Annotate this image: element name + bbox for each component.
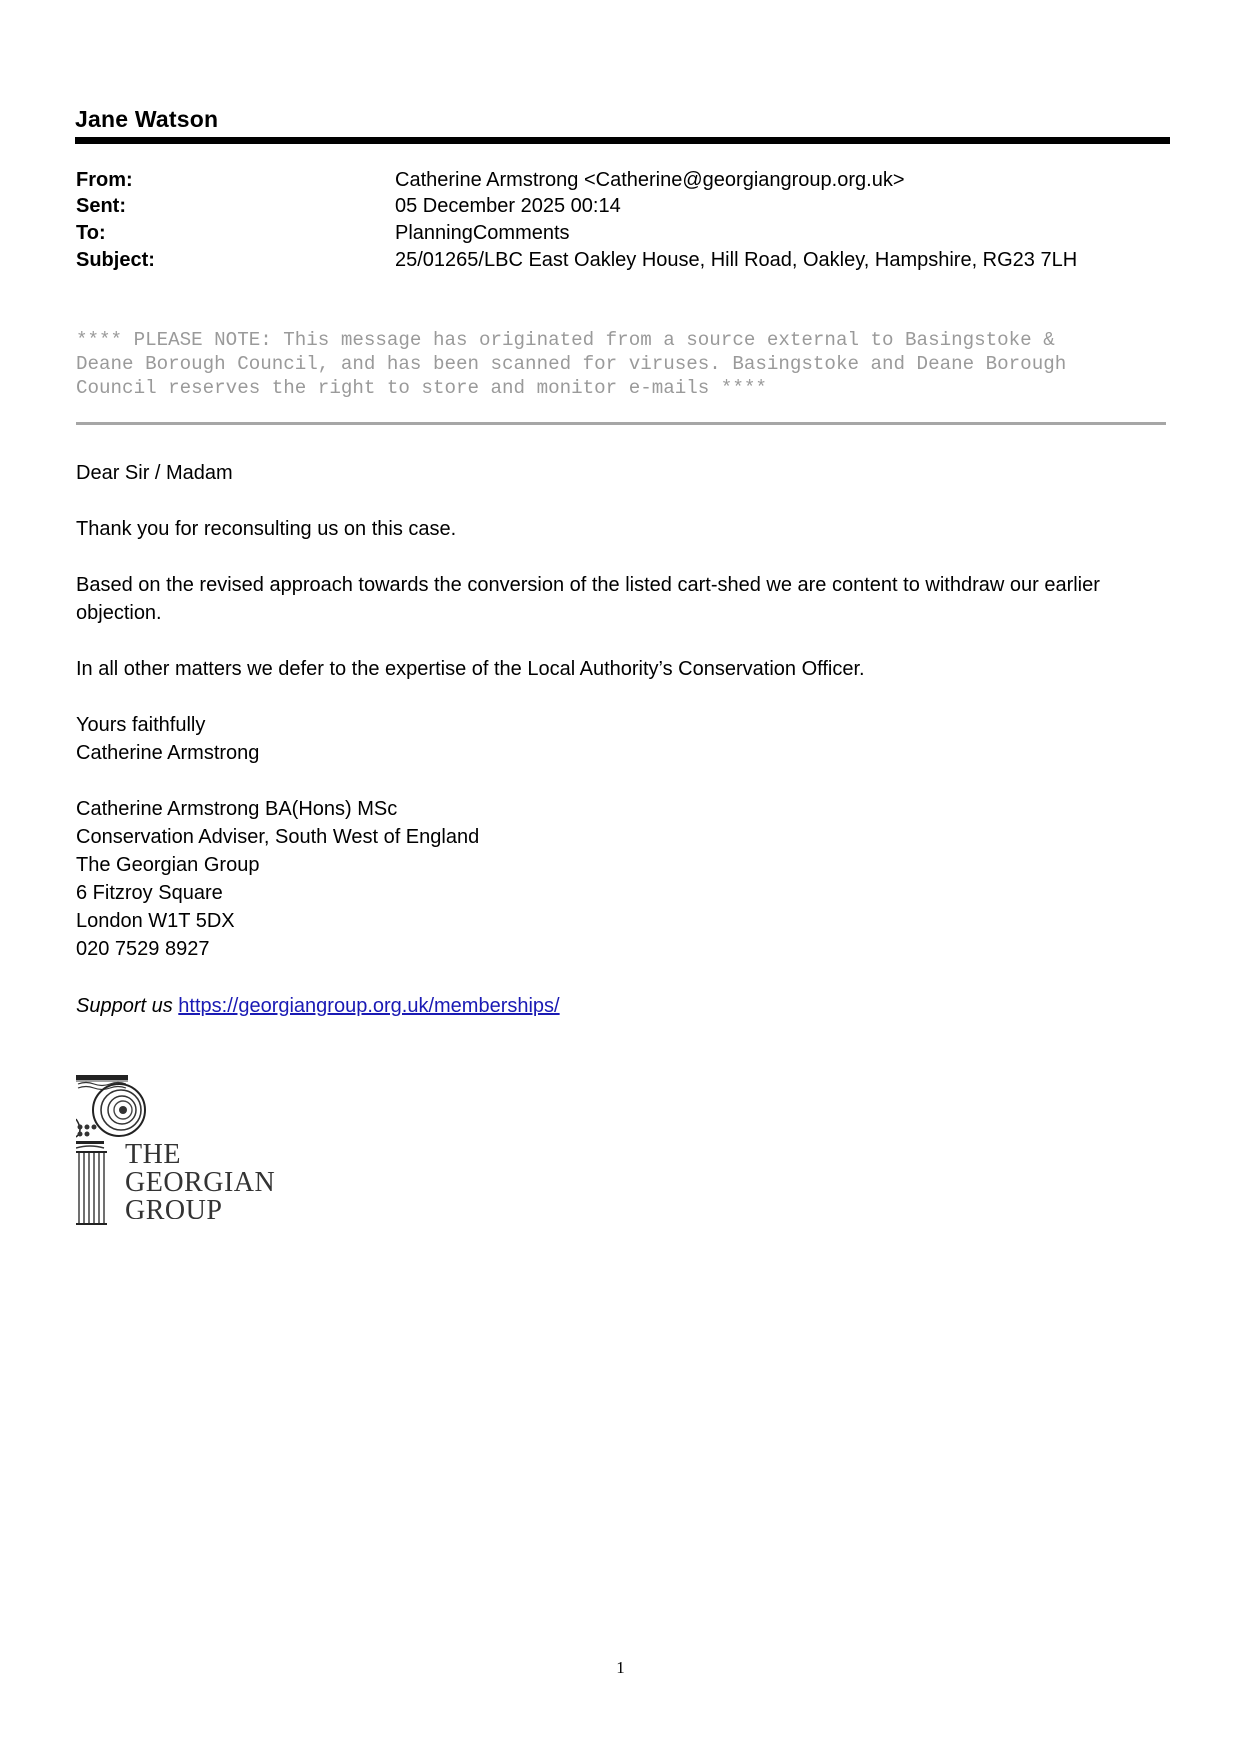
- external-email-notice: [76, 328, 1176, 400]
- logo-text-line: GEORGIAN: [125, 1167, 276, 1198]
- body-paragraph: In all other matters we defer to the expertise of the Local Authority’s Conservation Officer.: [76, 658, 865, 680]
- to-label: To:: [76, 222, 106, 244]
- greeting: Dear Sir / Madam: [76, 462, 233, 484]
- signoff-line: Yours faithfully: [76, 714, 206, 736]
- header-row-sent: [76, 193, 126, 219]
- signature-line: The Georgian Group: [76, 854, 260, 876]
- signature-line: London W1T 5DX: [76, 910, 235, 932]
- notice-line: Deane Borough Council, and has been scanned for viruses. Basingstoke and Deane Borough: [76, 353, 1067, 375]
- header-divider: [75, 137, 1170, 144]
- header-row-to: [76, 220, 106, 246]
- signature-line: Catherine Armstrong BA(Hons) MSc: [76, 798, 398, 820]
- page-number: 1: [616, 1658, 625, 1677]
- georgian-group-logo: [76, 1075, 276, 1230]
- recipient-name: Jane Watson: [75, 106, 219, 132]
- sent-value: 05 December 2025 00:14: [395, 195, 621, 217]
- sent-label: Sent:: [76, 195, 126, 217]
- logo-text-line: GROUP: [125, 1197, 223, 1219]
- header-row-subject: [76, 247, 155, 273]
- to-value: PlanningComments: [395, 222, 570, 244]
- notice-line: Council reserves the right to store and monitor e-mails ****: [76, 377, 767, 399]
- memberships-link[interactable]: https://georgiangroup.org.uk/memberships/: [178, 995, 560, 1017]
- support-label: Support us: [76, 995, 173, 1017]
- signoff: [76, 711, 259, 767]
- signature-block: [76, 795, 479, 963]
- support-line: [76, 992, 560, 1020]
- signoff-line: Catherine Armstrong: [76, 742, 260, 764]
- subject-value: 25/01265/LBC East Oakley House, Hill Road, Oakley, Hampshire, RG23 7LH: [395, 249, 1078, 271]
- notice-divider: [76, 422, 1166, 425]
- body-paragraph: Based on the revised approach towards the conversion of the listed cart-shed we are content to withdraw our earlier objection.: [76, 574, 1100, 624]
- from-label: From:: [76, 169, 133, 191]
- body-paragraph: Thank you for reconsulting us on this case.: [76, 518, 457, 540]
- signature-line: 6 Fitzroy Square: [76, 882, 223, 904]
- subject-label: Subject:: [76, 249, 155, 271]
- logo-text-line: THE: [125, 1139, 181, 1170]
- from-value: Catherine Armstrong <Catherine@georgiangroup.org.uk>: [395, 169, 905, 191]
- header-row-from: [76, 167, 133, 193]
- notice-line: **** PLEASE NOTE: This message has originated from a source external to Basingstoke &: [76, 329, 1055, 351]
- signature-line: Conservation Adviser, South West of England: [76, 826, 480, 848]
- signature-line: 020 7529 8927: [76, 938, 210, 960]
